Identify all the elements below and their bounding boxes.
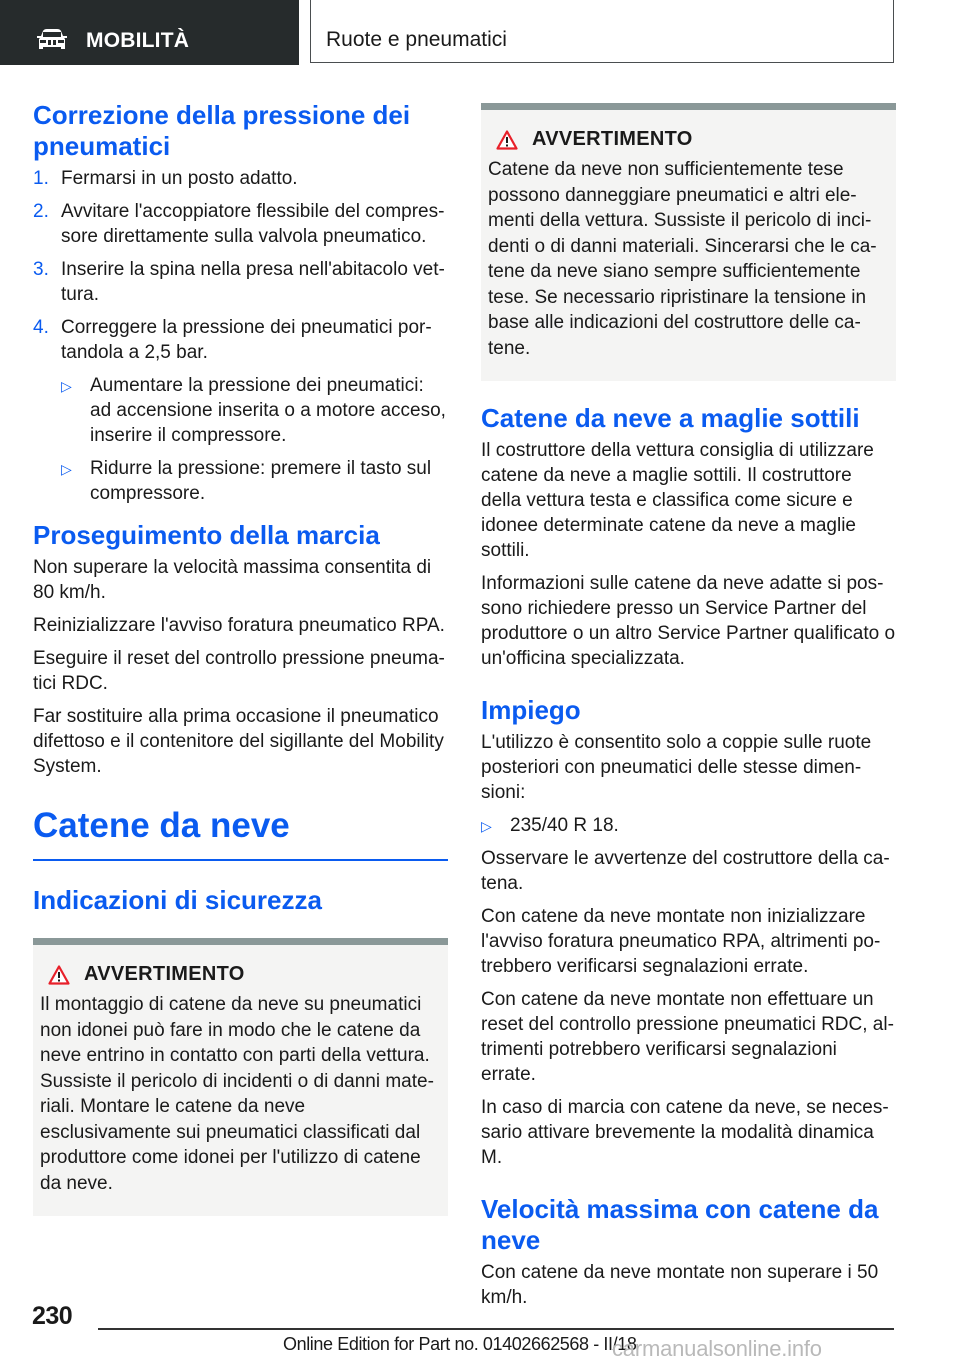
step-item: 2. Avvitare l'accoppiatore flessibile del compres-sore direttamente sulla valvola pneumatico.	[33, 201, 445, 247]
heading-continue-driving: Proseguimento della marcia	[33, 520, 380, 550]
footer-divider	[98, 1328, 894, 1330]
paragraph: Eseguire il reset del controllo pressione pneuma-tici RDC.	[33, 648, 445, 694]
warning-box	[33, 938, 448, 1216]
chapter-title: Catene da neve	[33, 806, 290, 845]
bullet-triangle-icon: ▷	[61, 461, 72, 477]
bullet-item: ▷ 235/40 R 18.	[481, 813, 896, 838]
heading-max-speed-with-chains: Velocità massima con catene da neve	[481, 1194, 879, 1255]
warning-triangle-icon	[496, 130, 518, 150]
watermark: carmanualsonline.info	[612, 1336, 822, 1361]
left-column	[33, 100, 448, 1216]
heading-safety-notes: Indicazioni di sicurezza	[33, 885, 322, 915]
paragraph: Con catene da neve montate non effettuare un reset del controllo pressione pneumatici RDC, al-trimenti potrebbero verificarsi segnalazioni errate.	[481, 989, 894, 1085]
chapter-divider	[33, 859, 448, 861]
step-item: 1. Fermarsi in un posto adatto.	[33, 168, 298, 189]
warning-box	[481, 103, 896, 381]
chapter-header	[310, 0, 894, 63]
right-column	[481, 103, 896, 1318]
bullet-triangle-icon: ▷	[481, 818, 492, 834]
paragraph: Con catene da neve montate non inizializzare l'avviso foratura pneumatico RPA, altrimenti po-trebbero verificarsi segnalazioni errate.	[481, 906, 881, 977]
warning-text: Il montaggio di catene da neve su pneumatici non idonei può fare in modo che le catene da neve entrino in contatto con parti della vettura. Sussiste il pericolo di incidenti o di danni mate-riali. Montare le catene da neve esclusivamente sui pneumatici classificati dal produttore come idonei per l'utilizzo di catene da neve.	[40, 994, 434, 1194]
steps-list	[33, 166, 448, 506]
bullet-item: ▷ Ridurre la pressione: premere il tasto sul compressore.	[61, 458, 432, 504]
heading-tire-pressure-correction: Correzione della pressione dei pneumatici	[33, 100, 411, 161]
warning-title: AVVERTIMENTO	[532, 128, 693, 150]
chapter-label: Ruote e pneumatici	[326, 28, 507, 51]
paragraph: Osservare le avvertenze del costruttore della ca-tena.	[481, 848, 890, 894]
paragraph: Informazioni sulle catene da neve adatte si pos-sono richiedere presso un Service Partner del produttore o un altro Service Partner qualificato o un'officina specializzata.	[481, 573, 896, 669]
paragraph: L'utilizzo è consentito solo a coppie sulle ruote posteriori con pneumatici delle stesse dimen-sioni:	[481, 732, 872, 803]
heading-thin-link-chains: Catene da neve a maglie sottili	[481, 403, 860, 433]
warning-triangle-icon	[48, 965, 70, 985]
bullet-item: ▷ Aumentare la pressione dei pneumatici: ad accensione inserita o a motore acceso, inserire il compressore.	[61, 375, 446, 446]
paragraph: Far sostituire alla prima occasione il pneumatico difettoso e il contenitore del sigillante del Mobility System.	[33, 706, 444, 777]
bullet-triangle-icon: ▷	[61, 378, 72, 394]
section-label: MOBILITÀ	[86, 29, 190, 52]
paragraph: Con catene da neve montate non superare i 50 km/h.	[481, 1262, 879, 1308]
step-item: 3. Inserire la spina nella presa nell'abitacolo vet-tura.	[33, 259, 445, 305]
warning-title: AVVERTIMENTO	[84, 963, 245, 985]
heading-usage: Impiego	[481, 695, 581, 725]
edition-label: Online Edition for Part no. 01402662568 - II/18	[283, 1334, 637, 1354]
tire-size-list	[481, 813, 896, 838]
paragraph: Reinizializzare l'avviso foratura pneumatico RPA.	[33, 615, 445, 636]
paragraph: In caso di marcia con catene da neve, se neces-sario attivare brevemente la modalità dinamica M.	[481, 1097, 889, 1168]
sub-bullets	[61, 373, 448, 506]
section-tab-mobilita	[0, 0, 299, 65]
step-item: 4. Correggere la pressione dei pneumatici por-tandola a 2,5 bar. ▷ Aumentare la pressione dei pneumatici: ad accensione inserita o a motore acceso, inserire il compressore. ▷ Ridurre la pressione: premere il tasto sul compressore.	[33, 315, 448, 506]
paragraph: Non superare la velocità massima consentita di 80 km/h.	[33, 557, 432, 603]
paragraph: Il costruttore della vettura consiglia di utilizzare catene da neve a maglie sottili. Il costruttore della vettura testa e classifica come sicure e idonee determinate catene da neve a maglie sottili.	[481, 440, 874, 561]
car-front-icon	[36, 28, 68, 52]
warning-text: Catene da neve non sufficientemente tese possono danneggiare pneumatici e altri ele-menti della vettura. Sussiste il pericolo di inci-denti o di danni materiali. Sincerarsi che le ca-tene da neve siano sempre sufficientemente tese. Se necessario ripristinare la tensione in base alle indicazioni del costruttore delle ca-tene.	[488, 159, 877, 359]
page-number: 230	[32, 1302, 73, 1330]
